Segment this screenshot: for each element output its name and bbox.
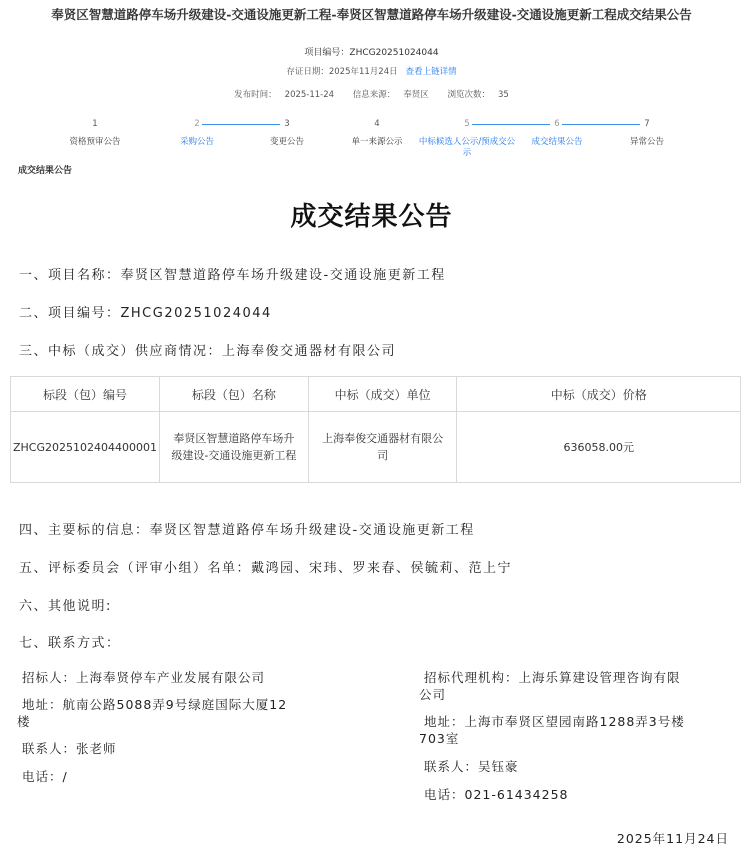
agency-name-line1: 招标代理机构：上海乐算建设管理咨询有限: [424, 670, 681, 685]
step-number: 3: [284, 119, 290, 129]
footer-date: 2025年11月24日: [616, 831, 729, 846]
buyer-address-line1: 地址：航南公路5088弄9号绿庭国际大厦12: [22, 697, 288, 712]
header-lot-no: 标段（包）编号: [11, 377, 160, 412]
cell-winner: 上海奉俊交通器材有限公司: [308, 412, 457, 483]
step-7[interactable]: [592, 117, 702, 148]
info-source-value: 奉贤区: [403, 90, 429, 100]
info-source-label: 信息来源：: [352, 90, 396, 100]
document-title: 成交结果公告: [290, 202, 453, 232]
cell-lot-name: 奉贤区智慧道路停车场升级建设-交通设施更新工程: [159, 412, 308, 483]
agency-name-line2: 公司: [419, 687, 447, 702]
contact-heading: 七、联系方式：: [19, 636, 121, 651]
header-price: 中标（成交）价格: [457, 377, 741, 412]
step-label: 成交结果公告: [531, 137, 583, 147]
publish-info-line: [0, 88, 743, 100]
step-label: 中标候选人公示/预成交公示: [418, 137, 516, 158]
page-title: 奉贤区智慧道路停车场升级建设-交通设施更新工程-奉贤区智慧道路停车场升级建设-交通设施更新工程成交结果公告: [51, 7, 692, 22]
publish-time-value: 2025-11-24: [284, 90, 335, 100]
committee-line: 五、评标委员会（评审小组）名单：戴鸿园、宋玮、罗来春、侯毓莉、范上宁: [19, 561, 513, 576]
step-label: 采购公告: [179, 137, 214, 147]
chain-details-link[interactable]: 查看上链详情: [405, 67, 457, 77]
section-label: 成交结果公告: [18, 166, 73, 176]
process-steps: [40, 117, 700, 167]
table-header-row: [11, 377, 741, 412]
other-notes-line: 六、其他说明:: [19, 599, 112, 614]
step-number: 5: [464, 119, 470, 129]
supplier-line: 三、中标（成交）供应商情况：上海奉俊交通器材有限公司: [19, 344, 397, 359]
step-label: 单一来源公示: [351, 137, 403, 147]
step-label: 变更公告: [269, 137, 304, 147]
buyer-phone: 电话：/: [22, 769, 68, 784]
info-source: [349, 90, 433, 100]
buyer-address-line2: 楼: [17, 714, 31, 729]
agency-contact-person: 联系人：吴钰豪: [424, 759, 519, 774]
project-number-line: [0, 45, 743, 58]
deposit-date-line: [0, 65, 743, 77]
project-number-item: 二、项目编号：ZHCG20251024044: [19, 306, 272, 321]
project-number: ZHCG20251024044: [349, 48, 439, 58]
buyer-name: 招标人：上海奉贤停车产业发展有限公司: [22, 670, 266, 685]
table-row: [11, 412, 741, 483]
deposit-date-label: 存证日期：: [286, 67, 329, 77]
agency-phone: 电话：021-61434258: [424, 787, 569, 802]
step-1[interactable]: [40, 117, 150, 148]
publish-time: [230, 90, 338, 100]
project-name-line: 一、项目名称：奉贤区智慧道路停车场升级建设-交通设施更新工程: [19, 268, 446, 283]
step-number: 7: [644, 119, 650, 129]
agency-address-line2: 703室: [419, 731, 460, 746]
step-number: 6: [554, 119, 560, 129]
buyer-contact-person: 联系人：张老师: [22, 741, 117, 756]
view-count-label: 浏览次数：: [447, 90, 491, 100]
step-number: 4: [374, 119, 380, 129]
step-label: 异常公告: [629, 137, 664, 147]
step-number: 2: [194, 119, 200, 129]
cell-price: 636058.00元: [457, 412, 741, 483]
main-subject-line: 四、主要标的信息：奉贤区智慧道路停车场升级建设-交通设施更新工程: [19, 523, 475, 538]
project-number-label: 项目编号：: [304, 48, 350, 58]
view-count-value: 35: [498, 90, 509, 100]
header-winner: 中标（成交）单位: [308, 377, 457, 412]
deposit-date: 2025年11月24日: [328, 67, 398, 77]
cell-lot-no: ZHCG2025102404400001: [11, 412, 160, 483]
step-number: 1: [92, 119, 98, 129]
agency-address-line1: 地址：上海市奉贤区望园南路1288弄3号楼: [424, 714, 685, 729]
header-lot-name: 标段（包）名称: [159, 377, 308, 412]
step-label: 资格预审公告: [69, 137, 121, 147]
result-table: [10, 376, 741, 483]
view-count: [444, 90, 513, 100]
publish-time-label: 发布时间：: [234, 90, 277, 100]
